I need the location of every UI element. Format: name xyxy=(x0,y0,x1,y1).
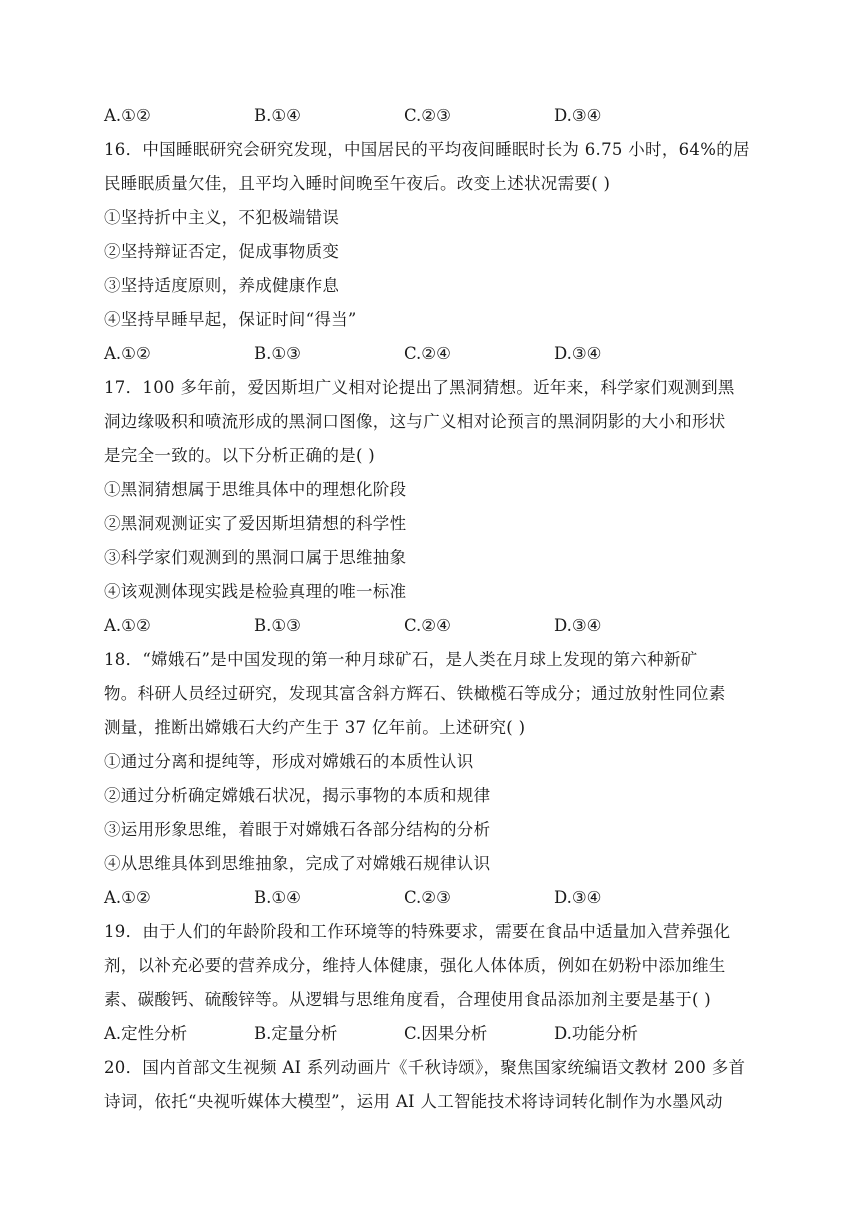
option-c: C.因果分析 xyxy=(404,1024,488,1043)
option-b: B.①④ xyxy=(254,106,301,125)
q18-stem-line: 测量，推断出嫦娥石大约产生于 37 亿年前。上述研究( ) xyxy=(104,718,526,737)
q18-statement: ④从思维具体到思维抽象，完成了对嫦娥石规律认识 xyxy=(104,854,491,873)
option-d: D.③④ xyxy=(554,106,602,125)
q16-stem-line: 民睡眠质量欠佳，且平均入睡时间晚至午夜后。改变上述状况需要( ) xyxy=(104,174,611,193)
option-a: A.①② xyxy=(104,106,151,125)
q15-options xyxy=(104,105,794,127)
q18-stem-line: 物。科研人员经过研究，发现其富含斜方辉石、铁橄榄石等成分；通过放射性同位素 xyxy=(104,684,726,703)
q20-stem-line: 诗词，依托“央视听媒体大模型”，运用 AI 人工智能技术将诗词转化制作为水墨风动 xyxy=(104,1092,723,1111)
q18-statement: ②通过分析确定嫦娥石状况，揭示事物的本质和规律 xyxy=(104,786,491,805)
q16-options xyxy=(104,343,794,365)
q19-stem-line: 剂，以补充必要的营养成分，维持人体健康，强化人体体质，例如在奶粉中添加维生 xyxy=(104,956,726,975)
option-a: A.①② xyxy=(104,888,151,907)
q16-statement: ②坚持辩证否定，促成事物质变 xyxy=(104,242,340,261)
q18-statement: ③运用形象思维，着眼于对嫦娥石各部分结构的分析 xyxy=(104,820,491,839)
q18-statement: ①通过分离和提纯等，形成对嫦娥石的本质性认识 xyxy=(104,752,474,771)
q16-statement: ④坚持早睡早起，保证时间“得当” xyxy=(104,310,357,329)
option-b: B.定量分析 xyxy=(254,1024,338,1043)
q18-options xyxy=(104,887,794,909)
q19-stem-line: 19．由于人们的年龄阶段和工作环境等的特殊要求，需要在食品中适量加入营养强化 xyxy=(104,922,731,941)
q17-statement: ③科学家们观测到的黑洞口属于思维抽象 xyxy=(104,548,407,567)
option-d: D.③④ xyxy=(554,344,602,363)
q16-stem-line: 16．中国睡眠研究会研究发现，中国居民的平均夜间睡眠时长为 6.75 小时，64%的居 xyxy=(104,140,750,159)
option-d: D.③④ xyxy=(554,888,602,907)
option-a: A.①② xyxy=(104,616,151,635)
q20-stem-line: 20．国内首部文生视频 AI 系列动画片《千秋诗颂》，聚焦国家统编语文教材 200 多首 xyxy=(104,1058,746,1077)
option-c: C.②④ xyxy=(404,344,451,363)
q17-statement: ②黑洞观测证实了爱因斯坦猜想的科学性 xyxy=(104,514,407,533)
q19-stem-line: 素、碳酸钙、硫酸锌等。从逻辑与思维角度看，合理使用食品添加剂主要是基于( ) xyxy=(104,990,712,1009)
q17-stem-line: 洞边缘吸积和喷流形成的黑洞口图像，这与广义相对论预言的黑洞阴影的大小和形状 xyxy=(104,412,726,431)
q17-statement: ④该观测体现实践是检验真理的唯一标准 xyxy=(104,582,407,601)
option-c: C.②③ xyxy=(404,106,451,125)
q16-statement: ③坚持适度原则，养成健康作息 xyxy=(104,276,340,295)
q17-options xyxy=(104,615,794,637)
option-c: C.②④ xyxy=(404,616,451,635)
q19-options xyxy=(104,1023,794,1045)
q17-stem-line: 17．100 多年前，爱因斯坦广义相对论提出了黑洞猜想。近年来，科学家们观测到黑 xyxy=(104,378,735,397)
option-d: D.功能分析 xyxy=(554,1024,638,1043)
option-a: A.定性分析 xyxy=(104,1024,188,1043)
q16-statement: ①坚持折中主义，不犯极端错误 xyxy=(104,208,340,227)
q17-stem-line: 是完全一致的。以下分析正确的是( ) xyxy=(104,446,376,465)
q17-statement: ①黑洞猜想属于思维具体中的理想化阶段 xyxy=(104,480,407,499)
option-a: A.①② xyxy=(104,344,151,363)
q18-stem-line: 18．“嫦娥石”是中国发现的第一种月球矿石，是人类在月球上发现的第六种新矿 xyxy=(104,650,698,669)
option-d: D.③④ xyxy=(554,616,602,635)
option-b: B.①③ xyxy=(254,616,301,635)
option-b: B.①④ xyxy=(254,888,301,907)
option-b: B.①③ xyxy=(254,344,301,363)
option-c: C.②③ xyxy=(404,888,451,907)
